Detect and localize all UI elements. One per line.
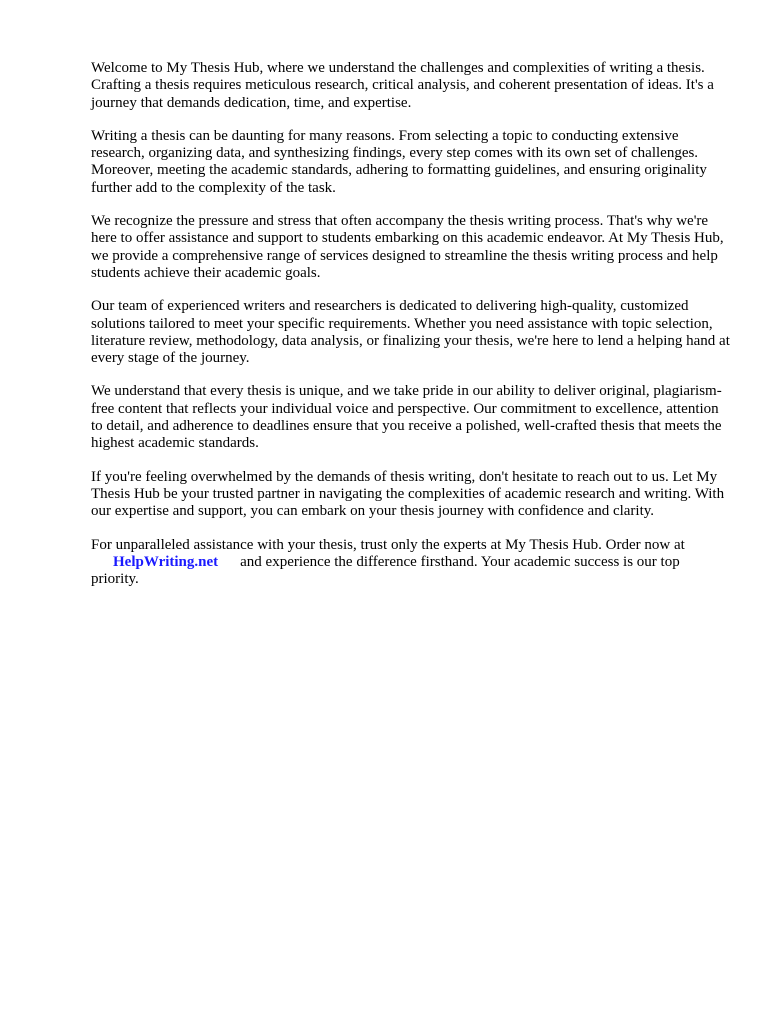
helpwriting-link[interactable]: HelpWriting.net bbox=[113, 553, 219, 570]
closing-text-after-link: and experience the difference firsthand. Your academic success is our top priority. bbox=[91, 553, 680, 588]
paragraph-challenges: Writing a thesis can be daunting for many reasons. From selecting a topic to conducting extensive research, organizing data, and synthesizing findings, every step comes with its own set of challenges. Moreover, meeting the academic standards, adhering to formatting guidelines, and ensuring originality further add to the complexity of the task. bbox=[91, 127, 707, 196]
paragraph-recognize: We recognize the pressure and stress that often accompany the thesis writing process. That's why we're here to offer assistance and support to students embarking on this academic endeavor. At My Thesis Hub, we provide a comprehensive range of services designed to streamline the thesis writing process and help students achieve their academic goals. bbox=[91, 213, 724, 281]
paragraph-overwhelmed: If you're feeling overwhelmed by the demands of thesis writing, don't hesitate to reach out to us. Let My Thesis Hub be your trusted partner in navigating the complexities of academic research and writing. With our expertise and support, you can embark on your thesis journey with confidence and clarity. bbox=[91, 468, 725, 520]
paragraph-closing bbox=[91, 537, 731, 589]
paragraph-unique: We understand that every thesis is unique, and we take pride in our ability to deliver original, plagiarism-free content that reflects your individual voice and perspective. Our commitment to excellence, attention to detail, and adherence to deadlines ensure that you receive a polished, well-crafted thesis that meets the highest academic standards. bbox=[91, 383, 722, 452]
paragraph-welcome: Welcome to My Thesis Hub, where we understand the challenges and complexities of writing a thesis. Crafting a thesis requires meticulous research, critical analysis, and coherent presentation of ideas. It's a journey that demands dedication, time, and expertise. bbox=[91, 60, 714, 111]
closing-text-before-link: For unparalleled assistance with your thesis, trust only the experts at My Thesis Hub. Order now at bbox=[91, 536, 685, 553]
document-body bbox=[91, 60, 731, 604]
paragraph-team: Our team of experienced writers and researchers is dedicated to delivering high-quality, customized solutions tailored to meet your specific requirements. Whether you need assistance with topic selection, literature review, methodology, data analysis, or finalizing your thesis, we're here to lend a helping hand at every stage of the journey. bbox=[91, 298, 730, 367]
